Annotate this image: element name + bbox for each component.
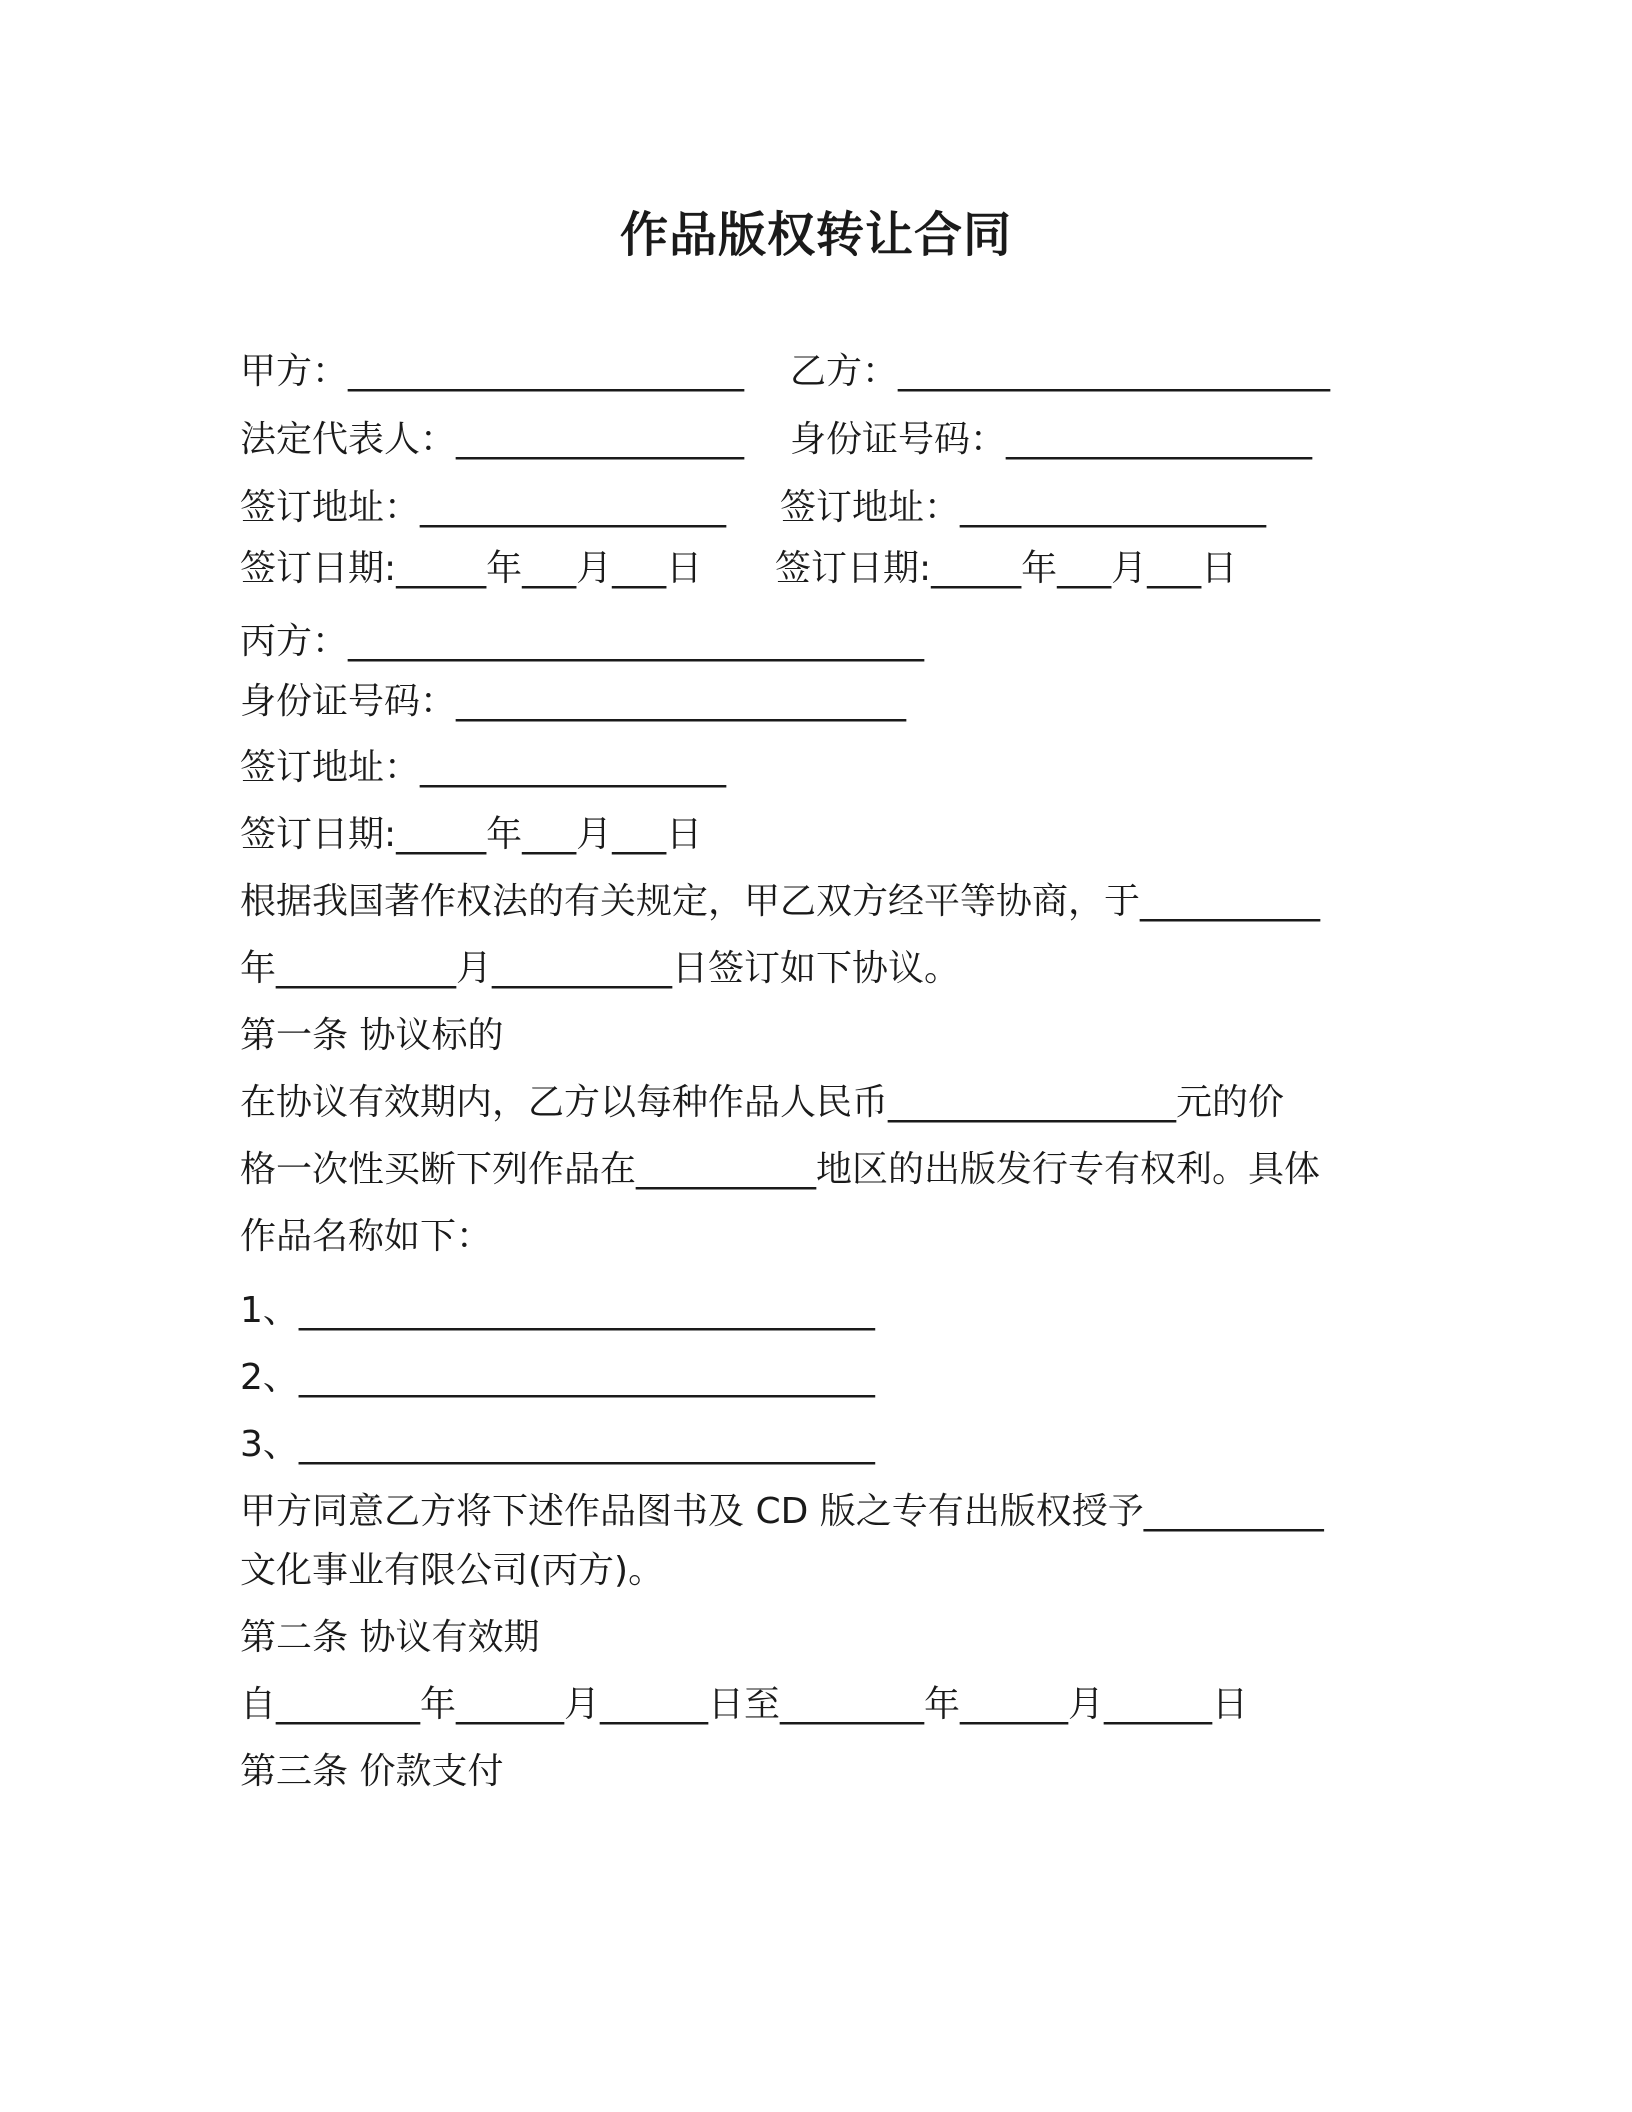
party-c-sign-date-line: 签订日期:_____年___月___日 [240,814,703,855]
document-title: 作品版权转让合同 [619,207,1012,263]
article-2-paragraph: 自________年______月______日至________年______月______日 [240,1684,1248,1725]
party-b-sign-date-line: 签订日期:_____年___月___日 [775,548,1238,589]
party-b-sign-address-line: 签订地址：_________________ [780,487,1267,528]
grant-paragraph-line-1: 甲方同意乙方将下述作品图书及 CD 版之专有出版权授予__________ [240,1491,1324,1532]
work-list-item-1: 1、________________________________ [240,1290,875,1331]
article-1-paragraph-line-3: 作品名称如下： [240,1216,493,1257]
party-c-id-number-line: 身份证号码：_________________________ [240,681,907,722]
article-1-heading: 第一条 协议标的 [240,1015,504,1056]
party-b-line: 乙方：________________________ [790,351,1331,392]
legal-representative-line: 法定代表人：________________ [240,419,745,460]
party-a-sign-address-line: 签订地址：_________________ [240,487,727,528]
intro-paragraph-line-1: 根据我国著作权法的有关规定，甲乙双方经平等协商，于__________ [240,881,1321,922]
party-b-id-number-line: 身份证号码：_________________ [790,419,1313,460]
intro-paragraph-line-2: 年__________月__________日签订如下协议。 [240,948,961,989]
article-1-paragraph-line-2: 格一次性买断下列作品在__________地区的出版发行专有权利。具体 [240,1149,1321,1190]
party-c-sign-address-line: 签订地址：_________________ [240,747,727,788]
party-c-line: 丙方：________________________________ [240,621,925,662]
article-3-heading: 第三条 价款支付 [240,1751,504,1792]
article-2-heading: 第二条 协议有效期 [240,1617,540,1658]
article-1-paragraph-line-1: 在协议有效期内，乙方以每种作品人民币________________元的价 [240,1082,1285,1123]
work-list-item-3: 3、________________________________ [240,1424,875,1465]
party-a-sign-date-line: 签订日期:_____年___月___日 [240,548,703,589]
grant-paragraph-line-2: 文化事业有限公司(丙方)。 [240,1550,665,1591]
party-a-line: 甲方：______________________ [240,351,745,392]
work-list-item-2: 2、________________________________ [240,1357,875,1398]
